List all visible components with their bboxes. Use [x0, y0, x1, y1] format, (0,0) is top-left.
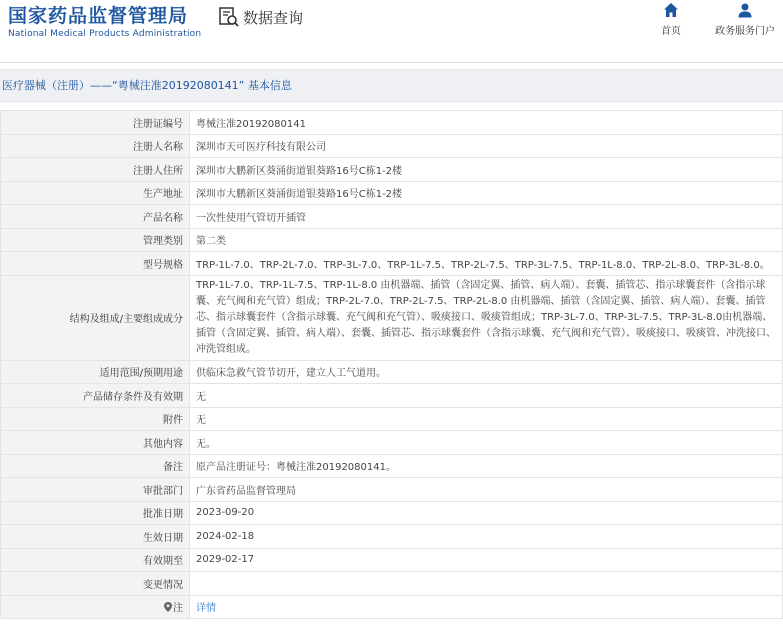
- field-label-text: 其他内容: [143, 438, 183, 450]
- field-label: [1, 501, 190, 525]
- field-value-text: 深圳市大鹏新区葵涌街道银葵路16号C栋1-2楼: [196, 165, 403, 177]
- field-label-text: 注册证编号: [133, 118, 183, 130]
- field-label-text: 批准日期: [143, 509, 183, 521]
- field-value: [190, 384, 783, 408]
- field-label: [1, 252, 190, 276]
- field-label-text: 产品名称: [143, 212, 183, 224]
- field-value-text: 2029-02-17: [196, 554, 255, 566]
- field-value-text: 深圳市大鹏新区葵涌街道银葵路16号C栋1-2楼: [196, 189, 403, 201]
- field-value: [190, 454, 783, 478]
- field-value: [190, 134, 783, 158]
- field-label-text: 管理类别: [143, 236, 183, 248]
- data-query-label: 数据查询: [243, 8, 304, 27]
- field-value-text: 无: [196, 415, 206, 427]
- field-value: [190, 158, 783, 182]
- field-label: [1, 205, 190, 229]
- field-value: [190, 431, 783, 455]
- table-row: [1, 181, 783, 205]
- site-header: [0, 0, 783, 63]
- field-value-text: 2024-02-18: [196, 530, 255, 542]
- field-label-text: 结构及组成/主要组成成分: [69, 314, 183, 325]
- field-value-text: TRP-1L-7.0、TRP-1L-7.5、TRP-1L-8.0 由机器端、插管（含固定翼、插管、病人端）、套囊、插管芯、指示球囊套件（含指示球囊、充气阀和充气管）组成；TRP-2L-7.0、TRP-2L-7.5、TRP-2L-8.0 由机器端、插管（含固定翼、插管、病人端）、套囊、插管芯、指示球囊套件（含指示球囊、充气阀和充气管）、吸痰接口、吸痰管组成；TRP-3L-7.0、TRP-3L-7.5、TRP-3L-8.0由机器端、插管（含固定翼、插管、病人端）、套囊、插管芯、指示球囊套件（含指示球囊、充气阀和充气管）、吸痰接口、吸痰管、冲洗接口、冲洗管组成。: [196, 279, 776, 355]
- field-value: [190, 572, 783, 596]
- field-value-text: TRP-1L-7.0、TRP-2L-7.0、TRP-3L-7.0、TRP-1L-7.5、TRP-2L-7.5、TRP-3L-7.5、TRP-1L-8.0、TRP-2L-8.0、TRP-3L-8.0。: [196, 259, 770, 271]
- data-query-link[interactable]: [218, 6, 303, 28]
- table-row: [1, 134, 783, 158]
- field-label-text: 生产地址: [143, 189, 183, 201]
- field-label-text: 变更情况: [143, 579, 183, 591]
- field-value: [190, 595, 783, 619]
- field-value-text: 一次性使用气管切开插管: [196, 212, 306, 224]
- field-label-text: 有效期至: [143, 556, 183, 568]
- field-label: [1, 525, 190, 549]
- field-value: [190, 252, 783, 276]
- field-value: [190, 181, 783, 205]
- field-label-text: 适用范围/预期用途: [99, 368, 183, 380]
- table-row: [1, 501, 783, 525]
- data-query-icon: [218, 6, 240, 28]
- field-label-text: 型号规格: [143, 259, 183, 271]
- field-value: [190, 275, 783, 360]
- table-row: [1, 548, 783, 572]
- field-value-text: 粤械注准20192080141: [196, 118, 306, 130]
- table-row: [1, 275, 783, 360]
- field-label-text: 审批部门: [143, 485, 183, 497]
- table-row: [1, 158, 783, 182]
- field-label: [1, 360, 190, 384]
- site-logo[interactable]: [8, 4, 201, 39]
- top-nav: [627, 2, 775, 37]
- pin-icon: [164, 602, 172, 615]
- field-label: [1, 454, 190, 478]
- field-label: [1, 111, 190, 135]
- field-value-text: 供临床急救气管节切开，建立人工气道用。: [196, 368, 386, 380]
- field-value-text: 无。: [196, 438, 216, 450]
- field-value-text: 深圳市天可医疗科技有限公司: [196, 142, 326, 154]
- field-value: [190, 111, 783, 135]
- field-value: [190, 501, 783, 525]
- table-row: [1, 205, 783, 229]
- field-label: [1, 134, 190, 158]
- field-label: [1, 407, 190, 431]
- field-value: [190, 407, 783, 431]
- field-label: [1, 572, 190, 596]
- field-value-text: 广东省药品监督管理局: [196, 485, 296, 497]
- field-value: [190, 205, 783, 229]
- table-row: [1, 228, 783, 252]
- field-label-text: 备注: [163, 462, 183, 474]
- field-label: [1, 431, 190, 455]
- field-value: [190, 548, 783, 572]
- user-icon: [737, 2, 753, 18]
- table-row: [1, 478, 783, 502]
- field-label: [1, 384, 190, 408]
- table-row: [1, 595, 783, 619]
- field-value-text: 无: [196, 391, 206, 403]
- field-label-text: 附件: [163, 415, 183, 427]
- table-row: [1, 431, 783, 455]
- logo-title-en: National Medical Products Administration: [8, 29, 202, 39]
- registration-info-table: [0, 110, 783, 619]
- field-label: [1, 275, 190, 360]
- field-value-text: 2023-09-20: [196, 507, 255, 519]
- nav-service-portal-label: 政务服务门户: [715, 26, 775, 37]
- field-value: [190, 360, 783, 384]
- nav-home-label: 首页: [661, 26, 681, 37]
- field-label: [1, 478, 190, 502]
- table-row: [1, 454, 783, 478]
- table-row: [1, 111, 783, 135]
- table-row: [1, 525, 783, 549]
- field-label-text: 注册人住所: [133, 165, 183, 177]
- field-label: [1, 158, 190, 182]
- field-value: [190, 228, 783, 252]
- field-label: [1, 595, 190, 619]
- field-label-text: 注册人名称: [133, 142, 183, 154]
- field-value: [190, 525, 783, 549]
- field-label-text: 生效日期: [143, 532, 183, 544]
- field-label: [1, 181, 190, 205]
- field-label-text: 注: [173, 602, 183, 614]
- table-row: [1, 384, 783, 408]
- field-label: [1, 228, 190, 252]
- field-value: [190, 478, 783, 502]
- nav-service-portal[interactable]: [715, 2, 775, 37]
- table-row: [1, 360, 783, 384]
- field-label-text: 产品储存条件及有效期: [83, 391, 183, 403]
- logo-title-cn: 国家药品监督管理局: [8, 5, 189, 27]
- field-value-text: 第二类: [196, 236, 226, 248]
- table-row: [1, 572, 783, 596]
- home-icon: [663, 2, 679, 18]
- table-row: [1, 252, 783, 276]
- page-title: 医疗器械（注册）——“粤械注准20192080141” 基本信息: [0, 69, 783, 102]
- field-label: [1, 548, 190, 572]
- field-value-text: 原产品注册证号：粤械注准20192080141。: [196, 462, 396, 474]
- nav-home[interactable]: [661, 2, 681, 37]
- table-row: [1, 407, 783, 431]
- detail-link[interactable]: 详情: [196, 603, 216, 615]
